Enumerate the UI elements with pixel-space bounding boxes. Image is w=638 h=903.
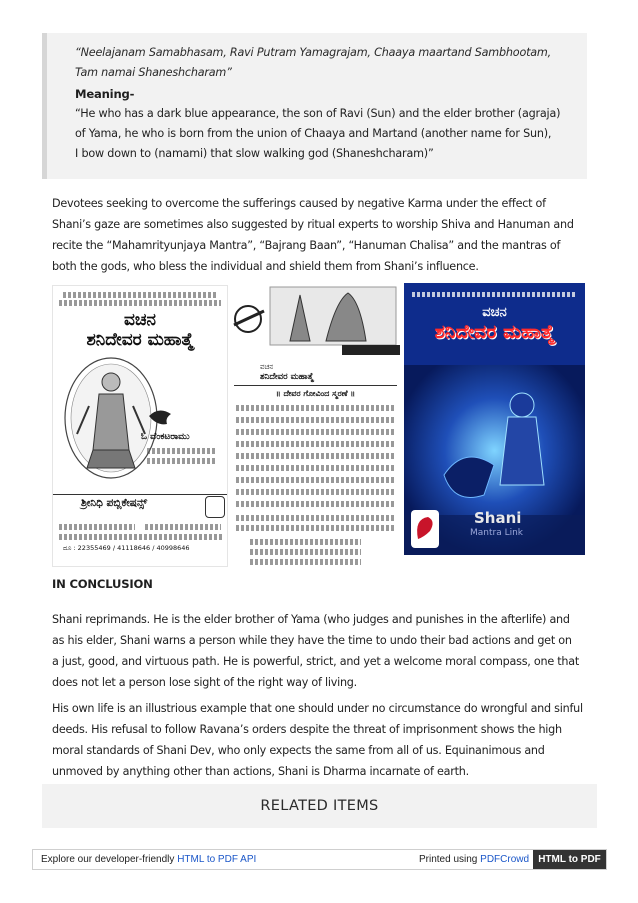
paragraph-reprimands bbox=[52, 609, 592, 693]
mantra-line: “Neelajanam Samabhasam, Ravi Putram Yamagrajam, Chaaya maartand Sambhootam, bbox=[75, 46, 551, 59]
sub-title-small: ವಚನ bbox=[260, 363, 274, 371]
verse-line bbox=[236, 477, 395, 483]
text-line: moral standards of Shani Dev, who only expects the same from all of us. Equinanimous and bbox=[52, 744, 545, 757]
header-text-line bbox=[412, 292, 577, 297]
book-title-small: ವಚನ bbox=[124, 310, 156, 330]
address-line bbox=[59, 524, 135, 530]
header-text-line bbox=[63, 292, 217, 298]
meaning-line: of Yama, he who is born from the union of Chaaya and Martand (another name for Sun), bbox=[75, 127, 552, 140]
meaning-line: I bow down to (namami) that slow walking god (Shaneshcharam)” bbox=[75, 147, 434, 160]
shani-deity-illustration bbox=[53, 350, 228, 490]
divider bbox=[53, 494, 228, 495]
header-text-line bbox=[59, 300, 221, 306]
verse-line bbox=[236, 489, 395, 495]
verse-line bbox=[236, 405, 395, 411]
brand-logo-icon bbox=[410, 509, 440, 549]
footer-explore-text: Explore our developer-friendly bbox=[41, 854, 178, 865]
pdf-footer-bar bbox=[32, 849, 607, 870]
verse-heading: ॥ ದೇವರ ಗೋವಿಂದ ಸ್ಮರಣೆ ॥ bbox=[275, 389, 356, 398]
publisher-logo-icon bbox=[205, 496, 225, 518]
verse-line bbox=[236, 501, 395, 507]
verse-line bbox=[236, 441, 395, 447]
author-detail-line bbox=[147, 458, 217, 464]
publisher-phone: ದೂ : 22355469 / 41118646 / 40998646 bbox=[63, 544, 190, 552]
html-to-pdf-button[interactable]: HTML to PDF bbox=[533, 850, 606, 869]
verse-line bbox=[236, 525, 395, 531]
cover-title-small: ವಚನ bbox=[482, 305, 507, 320]
verse-line bbox=[250, 539, 361, 545]
text-line: recite the “Mahamrityunjaya Mantra”, “Bajrang Baan”, “Hanuman Chalisa” and the mantras of bbox=[52, 239, 561, 252]
meaning-line: “He who has a dark blue appearance, the son of Ravi (Sun) and the elder brother (agraja) bbox=[75, 107, 561, 120]
footer-explore bbox=[41, 854, 256, 865]
conclusion-heading: IN CONCLUSION bbox=[52, 577, 153, 591]
verse-line bbox=[236, 515, 395, 521]
divider bbox=[234, 385, 397, 386]
verse-line bbox=[236, 417, 395, 423]
deity-engraving-illustration bbox=[230, 285, 401, 357]
text-line: unmoved by anything other than actions, Shani is Dharma incarnate of earth. bbox=[52, 765, 469, 778]
book-cover-color-image bbox=[404, 283, 585, 555]
text-line: deeds. His refusal to follow Ravana’s orders despite the threat of imprisonment shows the high bbox=[52, 723, 562, 736]
cover-caption: Shani bbox=[474, 509, 522, 527]
cover-title: ಶನಿದೇವರ ಮಹಾತ್ಮೆ bbox=[434, 321, 555, 343]
author-detail-line bbox=[147, 448, 217, 454]
quote-block bbox=[42, 33, 587, 179]
meaning-label: Meaning- bbox=[75, 87, 135, 101]
text-line: a just, good, and virtuous path. He is powerful, strict, and yet a welcome moral compass, one that bbox=[52, 655, 579, 668]
pdfcrowd-link[interactable]: PDFCrowd bbox=[480, 854, 530, 865]
verse-line bbox=[236, 453, 395, 459]
verse-line bbox=[250, 559, 361, 565]
text-line: Devotees seeking to overcome the sufferings caused by negative Karma under the effect of bbox=[52, 197, 546, 210]
publisher-name: ಶ್ರೀನಿಧಿ ಪಬ್ಲಿಕೇಷನ್ಸ್ bbox=[81, 497, 148, 509]
text-line: Shani’s gaze are sometimes also suggested by ritual experts to worship Shiva and Hanuman and bbox=[52, 218, 574, 231]
paragraph-devotees bbox=[52, 193, 592, 277]
related-items-heading: RELATED ITEMS bbox=[42, 784, 597, 828]
footer-printed-text: Printed using bbox=[419, 854, 481, 865]
book-cover-page-image bbox=[52, 285, 228, 567]
text-line: both the gods, who bless the individual and shield them from Shani’s influence. bbox=[52, 260, 479, 273]
text-line: does not let a person lose sight of the right way of living. bbox=[52, 676, 357, 689]
address-line bbox=[145, 524, 221, 530]
verse-line bbox=[236, 465, 395, 471]
book-inner-page-image bbox=[230, 285, 401, 567]
paragraph-illustrious-life bbox=[52, 698, 592, 782]
mantra-line: Tam namai Shaneshcharam” bbox=[75, 66, 232, 79]
html-to-pdf-api-link[interactable]: HTML to PDF API bbox=[177, 854, 257, 865]
text-line: as his elder, Shani warns a person while they have the time to undo their bad actions and get on bbox=[52, 634, 572, 647]
verse-line bbox=[236, 429, 395, 435]
footer-printed bbox=[419, 854, 529, 865]
author-name: ಓ ವೆಂಕಟರಾಮು bbox=[141, 432, 190, 442]
sub-title: ಶನಿದೇವರ ಮಹಾತ್ಮೆ bbox=[260, 372, 314, 382]
cover-caption-sub: Mantra Link bbox=[470, 528, 524, 538]
book-title: ಶನಿದೇವರ ಮಹಾತ್ಮೆ bbox=[86, 330, 194, 350]
address-line bbox=[59, 534, 223, 540]
verse-line bbox=[250, 549, 361, 555]
text-line: His own life is an illustrious example that one should under no circumstance do wrongful and sinful bbox=[52, 702, 583, 715]
text-line: Shani reprimands. He is the elder brother of Yama (who judges and punishes in the afterlife) and bbox=[52, 613, 570, 626]
